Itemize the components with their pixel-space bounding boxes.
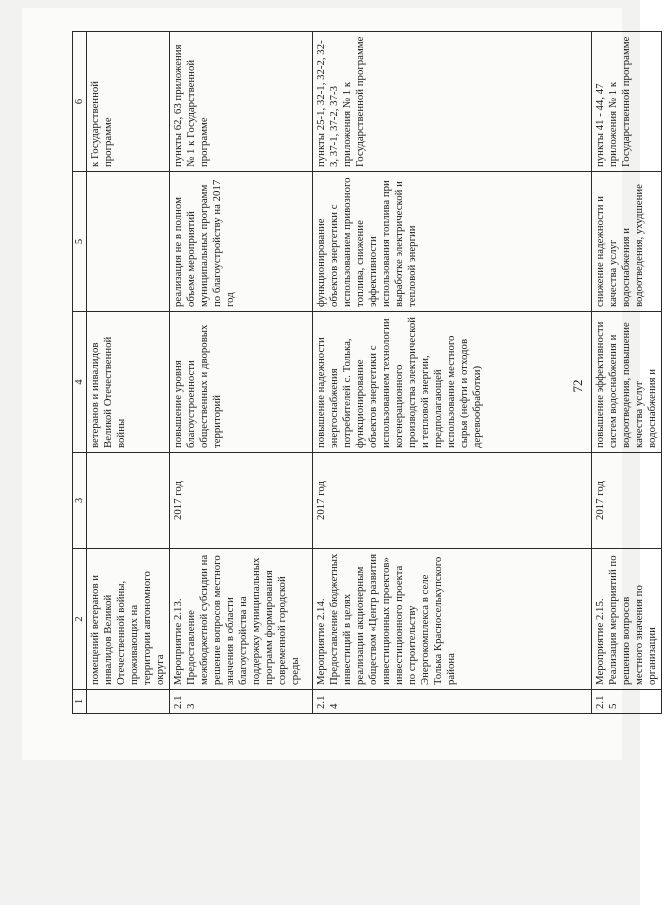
- indicator-link: к Государственной программе: [87, 32, 170, 172]
- deadline: 2017 год: [313, 453, 592, 549]
- header-col-1: 1: [73, 690, 87, 714]
- header-col-4: 4: [73, 312, 87, 453]
- event-name: Мероприятие 2.14. Предоставление бюджетных инвестиций в целях реализации акционерным обществом «Центр развития инвестиционных проектов» инвестиционного проекта по строительству Энергокомплекса в селе Толька Красноселькупского района: [313, 549, 592, 690]
- header-col-6: 6: [73, 32, 87, 172]
- rotated-table-wrapper: [72, 32, 672, 714]
- consequences: реализация не в полном объеме мероприятий муниципальных программ по благоустройству на 2017 год: [170, 172, 313, 312]
- table-row: [87, 32, 170, 714]
- table-row: [313, 32, 592, 714]
- event-name: помещений ветеранов и инвалидов Великой Отечественной войны, проживающих на территории автономного округа: [87, 549, 170, 690]
- event-name: Мероприятие 2.13. Предоставление межбюджетной субсидии на решение вопросов местного значения в области благоустройства на поддержку муниципальных программ формирования современной городской среды: [170, 549, 313, 690]
- expected-result: повышение уровня благоустроенности общественных и дворовых территорий: [170, 312, 313, 453]
- row-number: 2.15: [592, 690, 662, 714]
- events-table: [72, 31, 662, 714]
- landscape-table-container: [72, 32, 672, 714]
- indicator-link: пункты 25-1, 32-1, 32-2, 32-3, 37-1, 37-2, 37-3 приложения № 1 к Государственной программе: [313, 32, 592, 172]
- indicator-link: пункты 62, 63 приложения № 1 к Государственной программе: [170, 32, 313, 172]
- row-number: 2.14: [313, 690, 592, 714]
- header-col-3: 3: [73, 453, 87, 549]
- expected-result: ветеранов и инвалидов Великой Отечественной войны: [87, 312, 170, 453]
- expected-result: повышение надежности энергоснабжения потребителей с. Толька, функционирование объектов энергетики с использованием технологии когенерационного производства электрической и тепловой энергии, предполагающей использование местного сырья (нефти и отходов деревообработки): [313, 312, 592, 453]
- table-row: [592, 32, 662, 714]
- consequences: снижение надежности и качества услуг водоснабжения и водоотведения, ухудшение: [592, 172, 662, 312]
- consequences: функционирование объектов энергетики с использованием привозного топлива, снижение эффективности использования топлива при выработке электрической и тепловой энергии: [313, 172, 592, 312]
- deadline: [87, 453, 170, 549]
- header-col-5: 5: [73, 172, 87, 312]
- event-name: Мероприятие 2.15. Реализация мероприятий по решению вопросов местного значения по организации: [592, 549, 662, 690]
- row-number: [87, 690, 170, 714]
- deadline: 2017 год: [170, 453, 313, 549]
- consequences: [87, 172, 170, 312]
- expected-result: повышение эффективности систем водоснабжения и водоотведения, повышение качества услуг водоснабжения и: [592, 312, 662, 453]
- deadline: 2017 год: [592, 453, 662, 549]
- header-col-2: 2: [73, 549, 87, 690]
- indicator-link: пункты 41 - 44, 47 приложения № 1 к Государственной программе: [592, 32, 662, 172]
- table-row: [170, 32, 313, 714]
- row-number: 2.13: [170, 690, 313, 714]
- header-row: [73, 32, 87, 714]
- page-number: 72: [570, 379, 585, 393]
